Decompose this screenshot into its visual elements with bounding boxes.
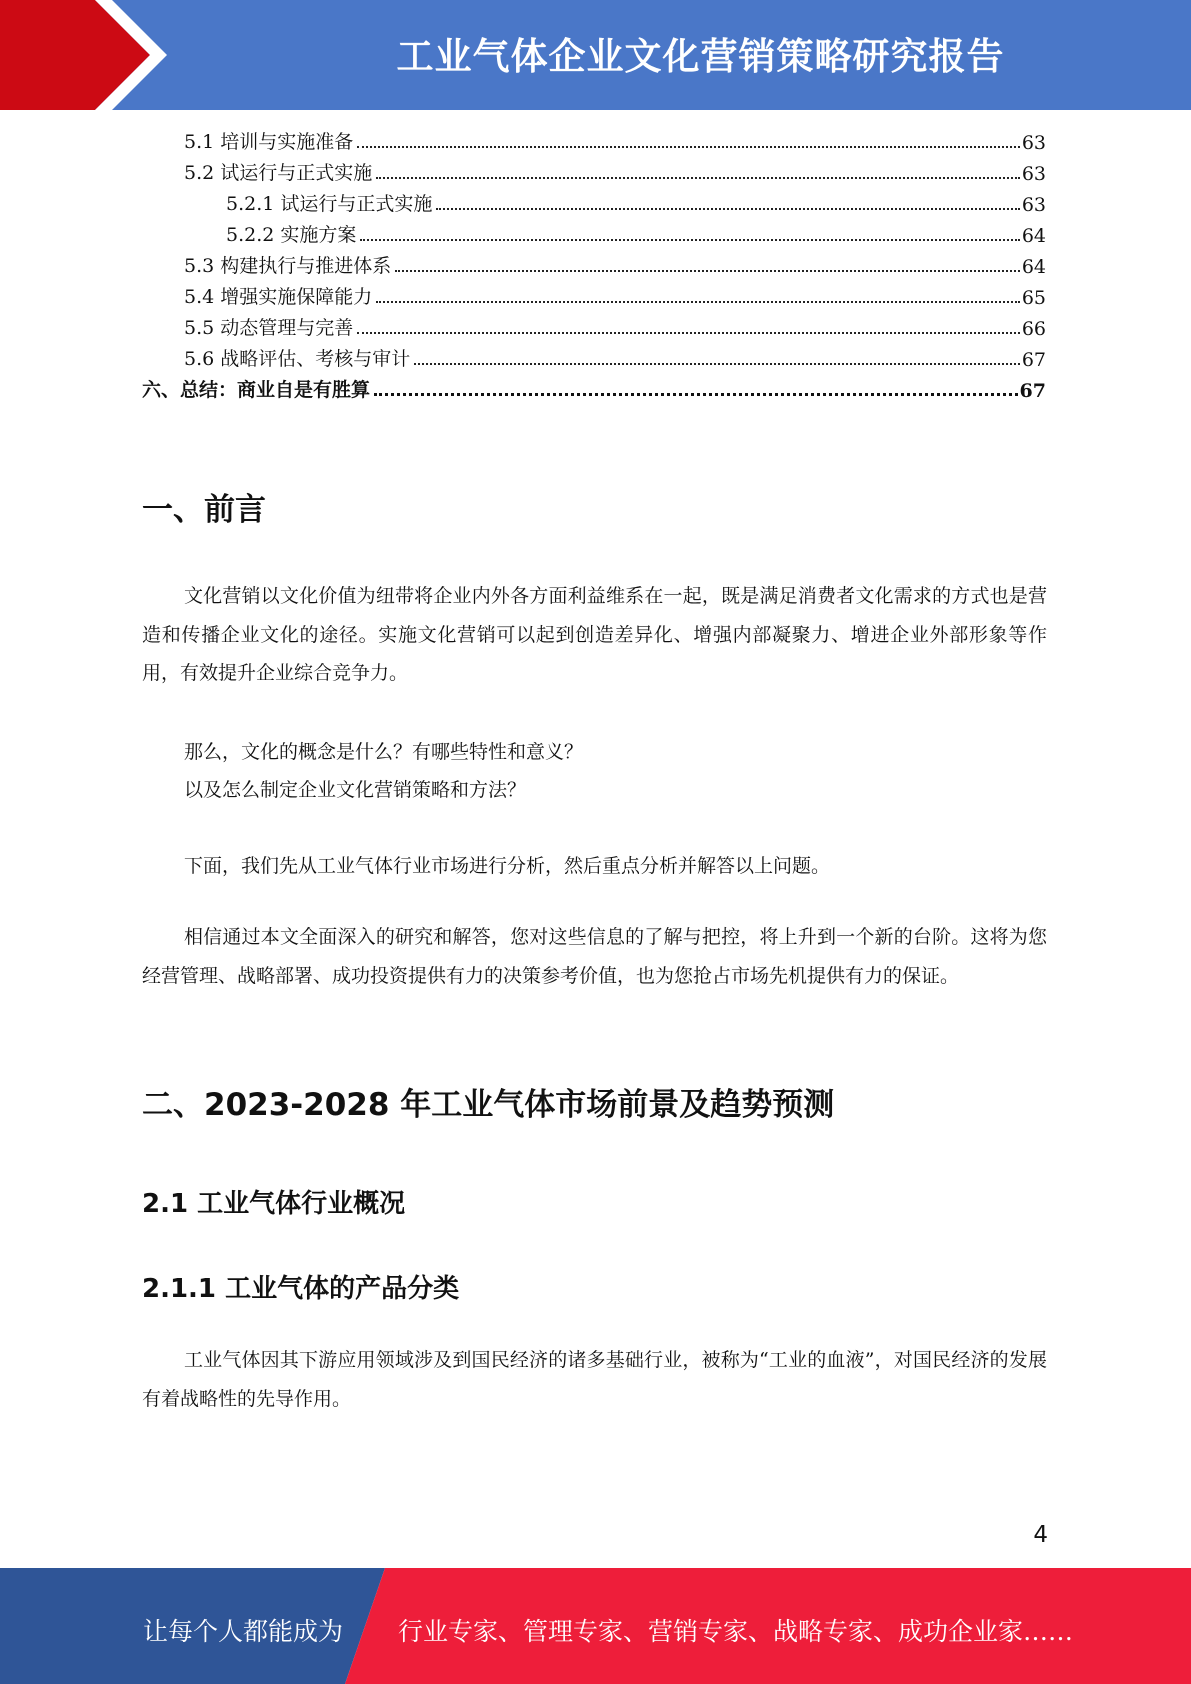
paragraph-intro: 文化营销以文化价值为纽带将企业内外各方面利益维系在一起，既是满足消费者文化需求的方式也是营造和传播企业文化的途径。实施文化营销可以起到创造差异化、增强内部凝聚力、增进企业外部形象等作用，有效提升企业综合竞争力。 bbox=[142, 585, 1047, 684]
toc-entry-label: 5.1 培训与实施准备 bbox=[184, 131, 354, 153]
toc-leader-dots bbox=[360, 238, 1019, 241]
toc-entry[interactable] bbox=[184, 310, 1046, 340]
toc-entry[interactable] bbox=[184, 248, 1046, 278]
toc-entry-page: 63 bbox=[1021, 194, 1046, 216]
toc-leader-dots bbox=[436, 207, 1019, 210]
toc-entry-page: 63 bbox=[1021, 163, 1046, 185]
subsection-heading-overview: 2.1 工业气体行业概况 bbox=[142, 1189, 406, 1219]
toc-entry[interactable] bbox=[184, 124, 1046, 154]
paragraph-value: 相信通过本文全面深入的研究和解答，您对这些信息的了解与把控，将上升到一个新的台阶。这将为您经营管理、战略部署、成功投资提供有力的决策参考价值，也为您抢占市场先机提供有力的保证。 bbox=[142, 926, 1047, 987]
header-banner bbox=[0, 0, 1191, 110]
toc-entry-page: 67 bbox=[1019, 380, 1046, 402]
toc-leader-dots bbox=[376, 300, 1020, 303]
toc-entry-label: 5.2 试运行与正式实施 bbox=[184, 162, 373, 184]
toc-entry-label: 5.6 战略评估、考核与审计 bbox=[184, 348, 411, 370]
footer-slogan-right: 行业专家、管理专家、营销专家、战略专家、成功企业家…… bbox=[398, 1617, 1074, 1646]
toc-entry-page: 65 bbox=[1021, 287, 1046, 309]
toc-entry-label: 5.2.1 试运行与正式实施 bbox=[226, 193, 433, 215]
section-heading-market-forecast: 二、2023-2028 年工业气体市场前景及趋势预测 bbox=[142, 1087, 835, 1123]
toc-entry-label: 六、总结：商业自是有胜算 bbox=[142, 379, 371, 401]
toc-leader-dots bbox=[357, 331, 1020, 334]
paragraph-transition: 下面，我们先从工业气体行业市场进行分析，然后重点分析并解答以上问题。 bbox=[184, 855, 831, 877]
toc-entry-label: 5.5 动态管理与完善 bbox=[184, 317, 354, 339]
toc-entry-page: 64 bbox=[1021, 225, 1046, 247]
paragraph-industrial-gas: 工业气体因其下游应用领域涉及到国民经济的诸多基础行业，被称为“工业的血液”，对国民经济的发展有着战略性的先导作用。 bbox=[142, 1349, 1047, 1410]
toc-entry[interactable] bbox=[226, 186, 1046, 216]
subsection-heading-classification: 2.1.1 工业气体的产品分类 bbox=[142, 1274, 460, 1304]
toc-entry[interactable] bbox=[184, 279, 1046, 309]
toc-entry[interactable] bbox=[184, 341, 1046, 371]
footer-banner bbox=[0, 1568, 1191, 1684]
page-number: 4 bbox=[1033, 1522, 1048, 1548]
toc-leader-dots bbox=[414, 362, 1020, 365]
section-heading-preface: 一、前言 bbox=[142, 492, 266, 528]
toc-entry-page: 67 bbox=[1021, 349, 1046, 371]
toc-entry-page: 66 bbox=[1021, 318, 1046, 340]
toc-leader-dots bbox=[357, 145, 1020, 148]
toc-entry-label: 5.2.2 实施方案 bbox=[226, 224, 357, 246]
toc-entry-page: 63 bbox=[1021, 132, 1046, 154]
toc-entry[interactable] bbox=[184, 155, 1046, 185]
toc-leader-dots bbox=[376, 176, 1020, 179]
toc-entry-label: 5.4 增强实施保障能力 bbox=[184, 286, 373, 308]
toc-entry[interactable] bbox=[226, 217, 1046, 247]
footer-slogan-left: 让每个人都能成为 bbox=[143, 1617, 344, 1646]
toc-entry-chapter[interactable] bbox=[142, 372, 1046, 402]
toc-entry-page: 64 bbox=[1021, 256, 1046, 278]
toc-entry-label: 5.3 构建执行与推进体系 bbox=[184, 255, 392, 277]
question-line-2: 以及怎么制定企业文化营销策略和方法？ bbox=[184, 779, 527, 801]
report-title: 工业气体企业文化营销策略研究报告 bbox=[396, 35, 1005, 78]
toc-leader-dots bbox=[374, 392, 1018, 396]
question-line-1: 那么，文化的概念是什么？有哪些特性和意义？ bbox=[184, 741, 584, 763]
toc-leader-dots bbox=[395, 269, 1020, 272]
